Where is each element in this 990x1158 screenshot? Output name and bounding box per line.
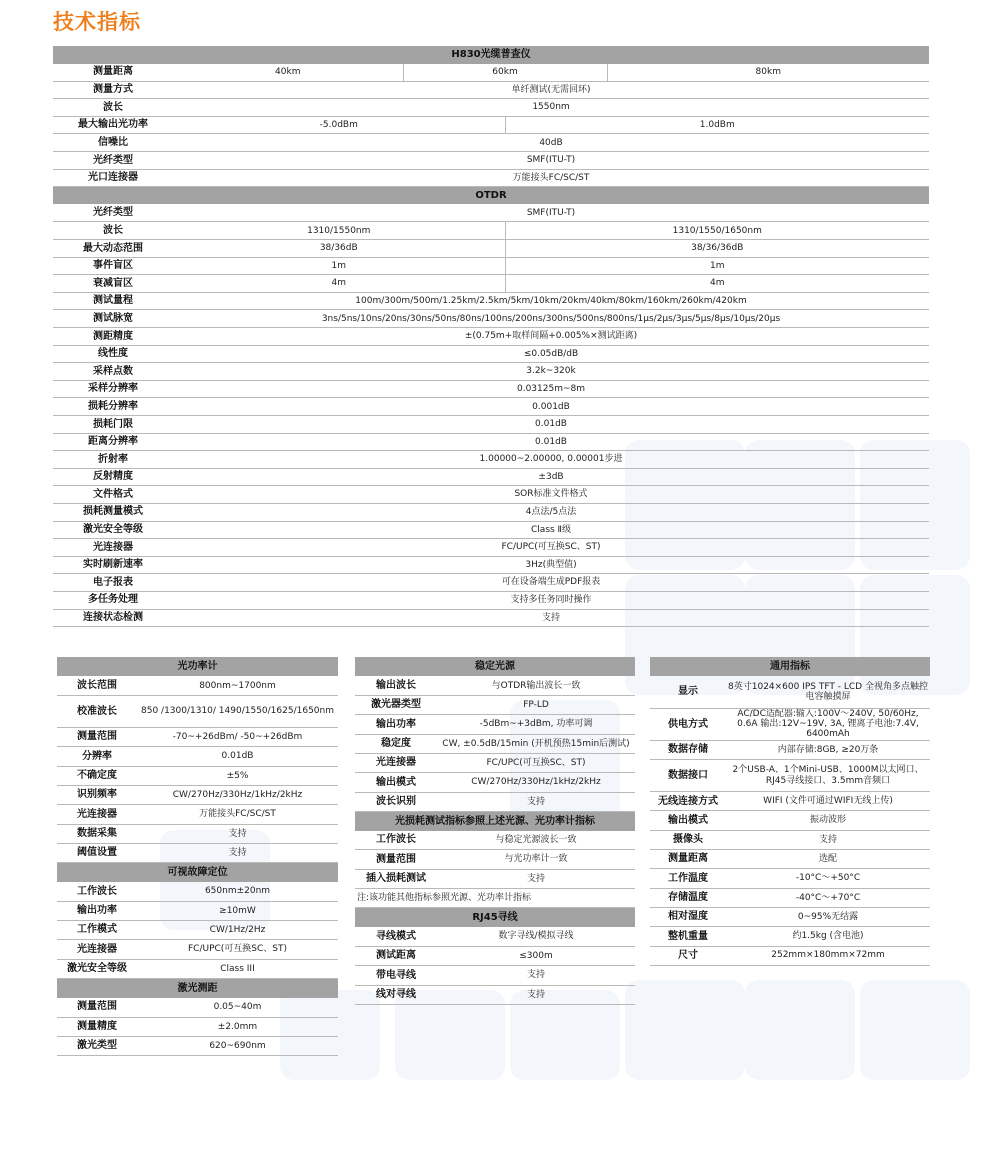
table-row — [57, 785, 338, 804]
spec-label: 输出功率 — [355, 715, 437, 734]
table-row — [53, 398, 929, 416]
spec-label: 工作温度 — [650, 869, 726, 888]
spec-value: 650nm±20nm — [137, 882, 338, 901]
spec-value: -40°C～+70°C — [726, 888, 930, 907]
spec-value: 支持 — [137, 843, 338, 862]
spec-value: 0.05~40m — [137, 998, 338, 1017]
table-row — [650, 946, 930, 965]
table-row — [53, 275, 929, 293]
spec-value: 可在设备端生成PDF报表 — [173, 574, 929, 592]
table-row — [53, 222, 929, 240]
spec-label: 激光安全等级 — [53, 521, 173, 539]
table-row — [53, 64, 929, 82]
table-row — [53, 415, 929, 433]
spec-value: 0.01dB — [173, 433, 929, 451]
spec-label: 显示 — [650, 676, 726, 708]
spec-value: -70~+26dBm/ -50~+26dBm — [137, 728, 338, 747]
table-row — [53, 591, 929, 609]
spec-label: 识别频率 — [57, 785, 137, 804]
table-row — [355, 792, 635, 811]
table-row — [53, 521, 929, 539]
table-row — [57, 882, 338, 901]
spec-label: 测量范围 — [57, 998, 137, 1017]
spec-label: 数据采集 — [57, 824, 137, 843]
table-row — [53, 609, 929, 627]
spec-label: 存储温度 — [650, 888, 726, 907]
spec-label: 数据接口 — [650, 760, 726, 792]
loss-test-note-row — [355, 889, 635, 908]
spec-value: 内部存储:8GB, ≥20万条 — [726, 740, 930, 759]
spec-label: 距离分辨率 — [53, 433, 173, 451]
table-row — [650, 708, 930, 740]
spec-value: 40km — [173, 64, 403, 82]
table-row — [57, 998, 338, 1017]
otdr-header-row — [53, 187, 929, 205]
table-row — [355, 927, 635, 946]
spec-label: 测量范围 — [355, 850, 437, 869]
table-row — [57, 696, 338, 728]
spec-label: 波长识别 — [355, 792, 437, 811]
spec-value: CW/1Hz/2Hz — [137, 921, 338, 940]
spec-value: 4m — [505, 275, 929, 293]
spec-value: CW/270Hz/330Hz/1kHz/2kHz — [137, 785, 338, 804]
table-row — [57, 747, 338, 766]
spec-label: 最大动态范围 — [53, 240, 173, 258]
vfl-header: 可视故障定位 — [57, 863, 338, 882]
table-row — [650, 869, 930, 888]
rj45-header-row — [355, 908, 635, 927]
spec-value: 支持 — [437, 792, 635, 811]
h830-otdr-table — [53, 46, 929, 627]
spec-label: 光连接器 — [57, 940, 137, 959]
table-row — [650, 927, 930, 946]
spec-label: 阈值设置 — [57, 843, 137, 862]
table-row — [57, 901, 338, 920]
vfl-header-row — [57, 863, 338, 882]
spec-value: 4m — [173, 275, 505, 293]
general-header: 通用指标 — [650, 657, 930, 676]
table-row — [650, 792, 930, 811]
spec-label: 采样点数 — [53, 363, 173, 381]
spec-label: 损耗门限 — [53, 415, 173, 433]
table-row — [57, 728, 338, 747]
spec-label: 测量距离 — [650, 850, 726, 869]
spec-value: 数字寻线/模拟寻线 — [437, 927, 635, 946]
spec-value: 支持 — [726, 830, 930, 849]
spec-value: ±2.0mm — [137, 1017, 338, 1036]
spec-label: 整机重量 — [650, 927, 726, 946]
spec-label: 相对湿度 — [650, 907, 726, 926]
spec-value: 与OTDR输出波长一致 — [437, 676, 635, 695]
spec-label: 反射精度 — [53, 468, 173, 486]
table-row — [57, 676, 338, 695]
spec-label: 测试距离 — [355, 946, 437, 965]
table-row — [53, 240, 929, 258]
spec-label: 采样分辨率 — [53, 380, 173, 398]
spec-value: 3ns/5ns/10ns/20ns/30ns/50ns/80ns/100ns/200ns/300ns/500ns/800ns/1μs/2μs/3μs/5μs/8μs/10μs/20μs — [173, 310, 929, 328]
spec-value: 支持 — [437, 966, 635, 985]
spec-value: ±3dB — [173, 468, 929, 486]
table-row — [650, 888, 930, 907]
spec-label: 线对寻线 — [355, 985, 437, 1004]
spec-value: 850 /1300/1310/ 1490/1550/1625/1650nm — [137, 696, 338, 728]
table-row — [355, 696, 635, 715]
table-row — [355, 850, 635, 869]
spec-label: 光连接器 — [53, 539, 173, 557]
spec-value: 振动波形 — [726, 811, 930, 830]
stable-source-table — [355, 657, 635, 1005]
spec-label: 损耗分辨率 — [53, 398, 173, 416]
spec-label: 事件盲区 — [53, 257, 173, 275]
laser-range-header: 激光测距 — [57, 978, 338, 997]
spec-label: 光口连接器 — [53, 169, 173, 187]
table-row — [53, 433, 929, 451]
rj45-header: RJ45寻线 — [355, 908, 635, 927]
spec-label: 尺寸 — [650, 946, 726, 965]
power-meter-header: 光功率计 — [57, 657, 338, 676]
table-row — [53, 169, 929, 187]
spec-label: 波长范围 — [57, 676, 137, 695]
spec-value: 支持 — [137, 824, 338, 843]
spec-label: 激光类型 — [57, 1036, 137, 1055]
spec-label: 波长 — [53, 222, 173, 240]
table-row — [53, 451, 929, 469]
table-row — [53, 503, 929, 521]
table-row — [57, 1036, 338, 1055]
spec-value: ≥10mW — [137, 901, 338, 920]
spec-label: 光纤类型 — [53, 204, 173, 222]
spec-label: 工作波长 — [57, 882, 137, 901]
spec-label: 输出功率 — [57, 901, 137, 920]
table-row — [650, 740, 930, 759]
general-header-row — [650, 657, 930, 676]
stable-source-header-row — [355, 657, 635, 676]
spec-value: 约1.5kg (含电池) — [726, 927, 930, 946]
spec-label: 带电寻线 — [355, 966, 437, 985]
table-row — [355, 946, 635, 965]
table-row — [53, 363, 929, 381]
spec-label: 光连接器 — [355, 753, 437, 772]
spec-value: 万能接头FC/SC/ST — [137, 805, 338, 824]
spec-label: 测量距离 — [53, 64, 173, 82]
spec-value: 4点法/5点法 — [173, 503, 929, 521]
spec-value: 38/36/36dB — [505, 240, 929, 258]
spec-label: 插入损耗测试 — [355, 869, 437, 888]
spec-value: Class Ⅱ级 — [173, 521, 929, 539]
spec-label: 多任务处理 — [53, 591, 173, 609]
laser-range-header-row — [57, 978, 338, 997]
spec-label: 摄像头 — [650, 830, 726, 849]
spec-label: 文件格式 — [53, 486, 173, 504]
spec-value: 252mm×180mm×72mm — [726, 946, 930, 965]
spec-value: 1310/1550nm — [173, 222, 505, 240]
spec-label: 电子报表 — [53, 574, 173, 592]
spec-label: 工作波长 — [355, 831, 437, 850]
table-row — [650, 811, 930, 830]
spec-label: 测量精度 — [57, 1017, 137, 1036]
spec-value: 60km — [403, 64, 607, 82]
spec-value: 1m — [173, 257, 505, 275]
table-row — [53, 486, 929, 504]
spec-label: 测量范围 — [57, 728, 137, 747]
table-row — [53, 539, 929, 557]
spec-label: 测试量程 — [53, 292, 173, 310]
loss-test-header-row — [355, 811, 635, 830]
spec-value: 40dB — [173, 134, 929, 152]
spec-value: FC/UPC(可互换SC、ST) — [437, 753, 635, 772]
spec-value: 支持 — [437, 985, 635, 1004]
otdr-header: OTDR — [53, 187, 929, 205]
table-row — [53, 380, 929, 398]
spec-label: 输出模式 — [355, 773, 437, 792]
spec-value: ≤0.05dB/dB — [173, 345, 929, 363]
spec-label: 数据存储 — [650, 740, 726, 759]
table-row — [53, 116, 929, 134]
table-row — [53, 292, 929, 310]
table-row — [53, 574, 929, 592]
spec-value: Class III — [137, 959, 338, 978]
spec-label: 输出波长 — [355, 676, 437, 695]
table-row — [53, 257, 929, 275]
spec-label: 供电方式 — [650, 708, 726, 740]
table-row — [53, 468, 929, 486]
spec-value: FC/UPC(可互换SC、ST) — [137, 940, 338, 959]
spec-value: CW/270Hz/330Hz/1kHz/2kHz — [437, 773, 635, 792]
spec-label: 线性度 — [53, 345, 173, 363]
spec-label: 信噪比 — [53, 134, 173, 152]
spec-label: 测量方式 — [53, 81, 173, 99]
spec-value: 万能接头FC/SC/ST — [173, 169, 929, 187]
spec-value: 38/36dB — [173, 240, 505, 258]
table-row — [57, 824, 338, 843]
spec-value: 支持 — [437, 869, 635, 888]
spec-label: 最大输出光功率 — [53, 116, 173, 134]
table-row — [355, 869, 635, 888]
table-row — [355, 715, 635, 734]
spec-value: 3.2k~320k — [173, 363, 929, 381]
table-row — [650, 676, 930, 708]
spec-value: 与光功率计一致 — [437, 850, 635, 869]
spec-value: 8英寸1024×600 IPS TFT - LCD 全视角多点触控电容触摸屏 — [726, 676, 930, 708]
h830-header: H830光缆普查仪 — [53, 46, 929, 64]
spec-value: 0~95%无结露 — [726, 907, 930, 926]
spec-value: 0.03125m~8m — [173, 380, 929, 398]
spec-label: 激光器类型 — [355, 696, 437, 715]
spec-value: 1.00000~2.00000, 0.00001步进 — [173, 451, 929, 469]
spec-value: 1310/1550/1650nm — [505, 222, 929, 240]
spec-label: 激光安全等级 — [57, 959, 137, 978]
table-row — [355, 773, 635, 792]
spec-label: 校准波长 — [57, 696, 137, 728]
spec-value: -10°C～+50°C — [726, 869, 930, 888]
table-row — [355, 734, 635, 753]
spec-value: 1.0dBm — [505, 116, 929, 134]
spec-value: -5dBm~+3dBm, 功率可调 — [437, 715, 635, 734]
table-row — [650, 830, 930, 849]
spec-value: 选配 — [726, 850, 930, 869]
spec-value: -5.0dBm — [173, 116, 505, 134]
table-row — [57, 959, 338, 978]
table-row — [355, 676, 635, 695]
page-title: 技术指标 — [53, 10, 141, 34]
table-row — [57, 766, 338, 785]
table-row — [53, 310, 929, 328]
loss-test-note: 注:该功能其他指标参照光源、光功率计指标 — [355, 889, 635, 908]
h830-header-row — [53, 46, 929, 64]
table-row — [53, 204, 929, 222]
spec-value: ±5% — [137, 766, 338, 785]
general-spec-table — [650, 657, 930, 966]
spec-label: 不确定度 — [57, 766, 137, 785]
spec-value: 800nm~1700nm — [137, 676, 338, 695]
table-row — [53, 345, 929, 363]
spec-value: 0.001dB — [173, 398, 929, 416]
spec-value: ±(0.75m+取样间隔+0.005%×测试距离) — [173, 328, 929, 346]
spec-label: 分辨率 — [57, 747, 137, 766]
table-row — [650, 760, 930, 792]
spec-value: 80km — [607, 64, 929, 82]
loss-test-header: 光损耗测试指标参照上述光源、光功率计指标 — [355, 811, 635, 830]
table-row — [355, 985, 635, 1004]
table-row — [355, 831, 635, 850]
spec-value: 0.01dB — [173, 415, 929, 433]
spec-label: 连接状态检测 — [53, 609, 173, 627]
spec-label: 测距精度 — [53, 328, 173, 346]
table-row — [53, 152, 929, 170]
spec-value: ≤300m — [437, 946, 635, 965]
spec-value: CW, ±0.5dB/15min (开机预热15min后测试) — [437, 734, 635, 753]
spec-value: 支持 — [173, 609, 929, 627]
spec-label: 实时刷新速率 — [53, 556, 173, 574]
spec-value: 1m — [505, 257, 929, 275]
table-row — [650, 907, 930, 926]
spec-label: 衰减盲区 — [53, 275, 173, 293]
spec-value: 单纤测试(无需回环) — [173, 81, 929, 99]
spec-label: 波长 — [53, 99, 173, 117]
table-row — [57, 1017, 338, 1036]
table-row — [53, 134, 929, 152]
table-row — [57, 940, 338, 959]
spec-value: SOR标准文件格式 — [173, 486, 929, 504]
spec-label: 光连接器 — [57, 805, 137, 824]
table-row — [53, 81, 929, 99]
spec-value: 100m/300m/500m/1.25km/2.5km/5km/10km/20km/40km/80km/160km/260km/420km — [173, 292, 929, 310]
stable-source-header: 稳定光源 — [355, 657, 635, 676]
spec-value: 3Hz(典型值) — [173, 556, 929, 574]
spec-value: 0.01dB — [137, 747, 338, 766]
table-row — [53, 556, 929, 574]
spec-value: 支持多任务同时操作 — [173, 591, 929, 609]
background-decoration — [625, 980, 745, 1080]
spec-label: 损耗测量模式 — [53, 503, 173, 521]
table-row — [53, 99, 929, 117]
spec-value: SMF(ITU-T) — [173, 152, 929, 170]
spec-value: FC/UPC(可互换SC、ST) — [173, 539, 929, 557]
background-decoration — [860, 980, 970, 1080]
power-meter-table — [57, 657, 338, 1056]
spec-label: 寻线模式 — [355, 927, 437, 946]
table-row — [650, 850, 930, 869]
table-row — [355, 966, 635, 985]
spec-label: 稳定度 — [355, 734, 437, 753]
table-row — [53, 328, 929, 346]
spec-value: WIFI (文件可通过WIFI无线上传) — [726, 792, 930, 811]
spec-label: 工作模式 — [57, 921, 137, 940]
spec-value: 1550nm — [173, 99, 929, 117]
background-decoration — [745, 980, 855, 1080]
table-row — [355, 753, 635, 772]
spec-value: SMF(ITU-T) — [173, 204, 929, 222]
table-row — [57, 843, 338, 862]
spec-label: 光纤类型 — [53, 152, 173, 170]
spec-value: FP-LD — [437, 696, 635, 715]
spec-label: 折射率 — [53, 451, 173, 469]
power-meter-header-row — [57, 657, 338, 676]
spec-label: 无线连接方式 — [650, 792, 726, 811]
table-row — [57, 921, 338, 940]
spec-value: 与稳定光源波长一致 — [437, 831, 635, 850]
spec-label: 测试脉宽 — [53, 310, 173, 328]
spec-label: 输出模式 — [650, 811, 726, 830]
table-row — [57, 805, 338, 824]
spec-value: 2个USB-A、1个Mini-USB、1000M以太网口、RJ45寻线接口、3.5mm音频口 — [726, 760, 930, 792]
spec-value: AC/DC适配器:输入:100V～240V, 50/60Hz, 0.6A 输出:12V~19V, 3A, 锂离子电池:7.4V, 6400mAh — [726, 708, 930, 740]
spec-value: 620~690nm — [137, 1036, 338, 1055]
